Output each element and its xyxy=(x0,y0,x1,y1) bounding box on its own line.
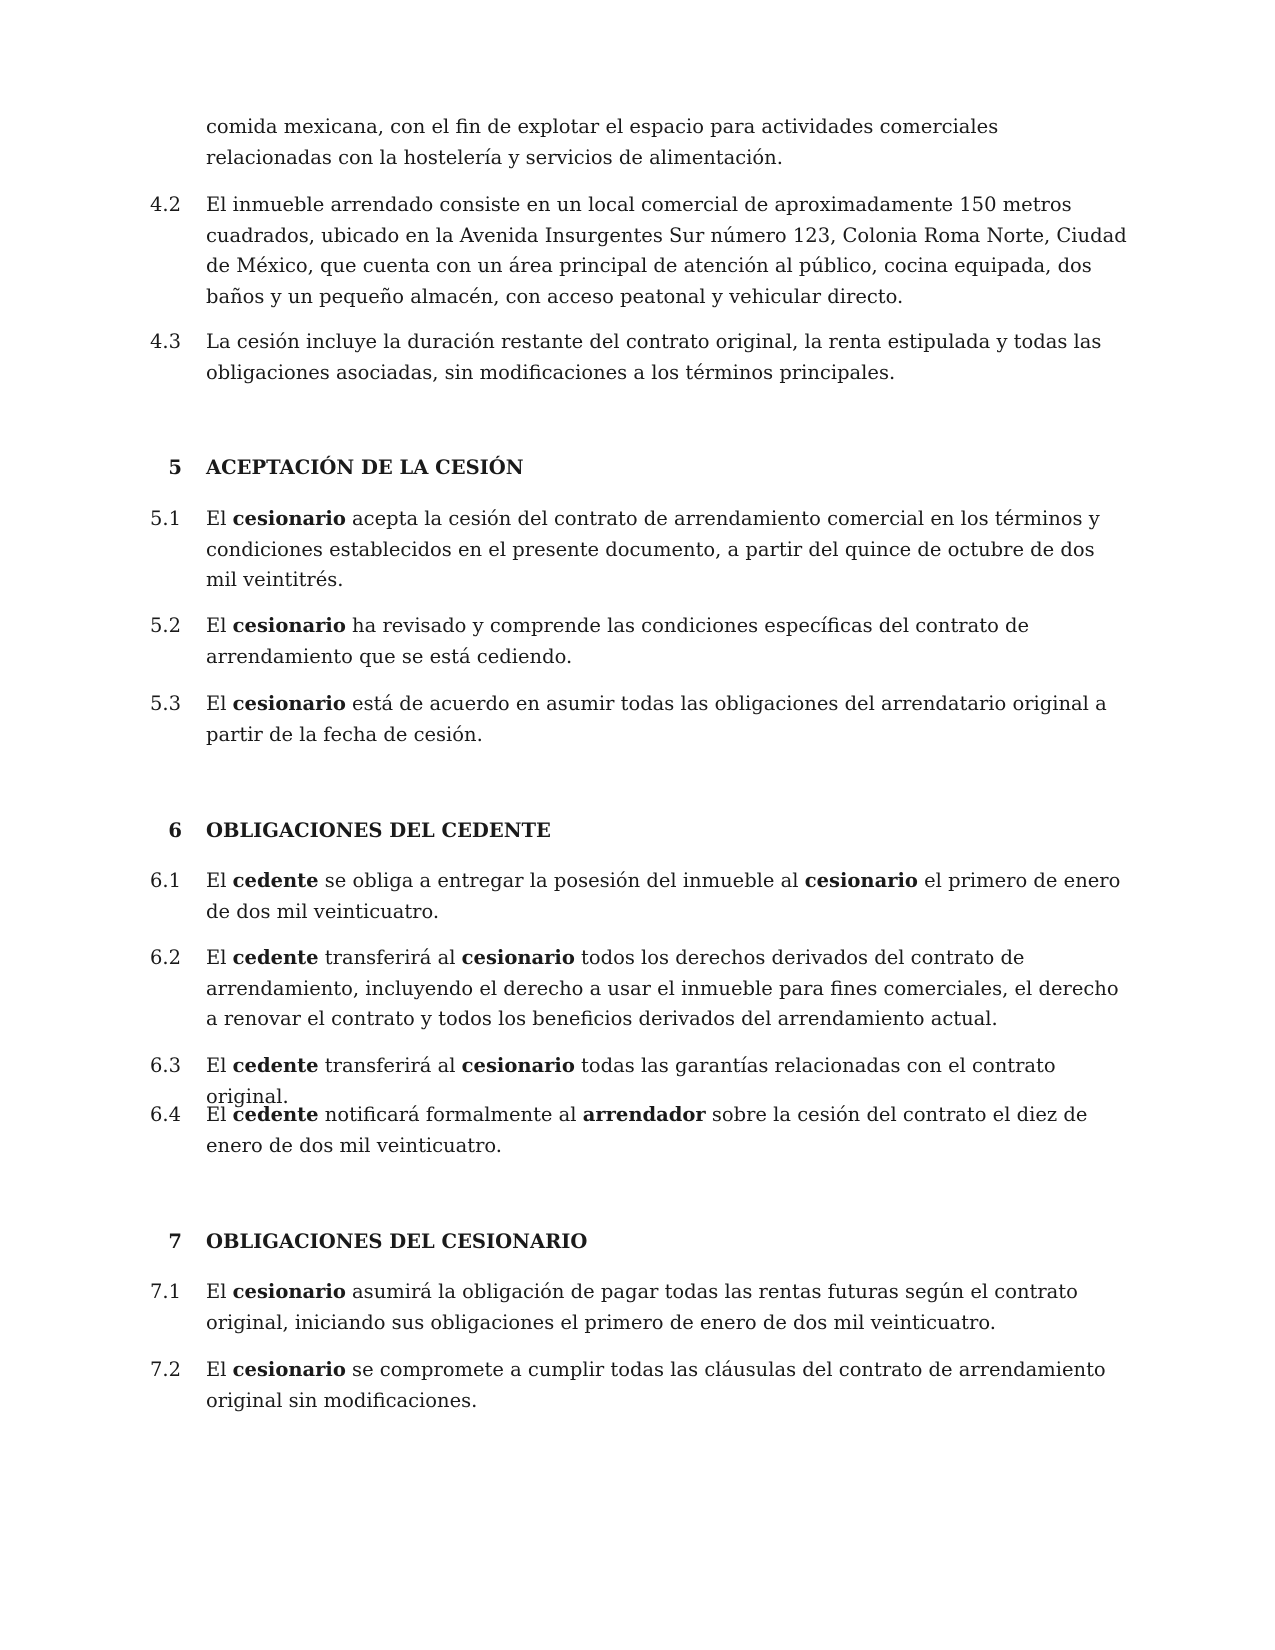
section-title: OBLIGACIONES DEL CESIONARIO xyxy=(206,1230,588,1253)
clause-5-2 xyxy=(150,611,1130,672)
clause-text: El cedente transferirá al cesionario todas las garantías relacionadas con el contrato original. xyxy=(206,1054,1056,1108)
clause-text: El cedente transferirá al cesionario todos los derechos derivados del contrato de arrendamiento, incluyendo el derecho a usar el inmueble para fines comerciales, el derecho a renovar el contrato y todos los beneficios derivados del arrendamiento actual. xyxy=(206,946,1119,1030)
clause-text: El cedente se obliga a entregar la posesión del inmueble al cesionario el primero de enero de dos mil veinticuatro. xyxy=(206,869,1121,923)
clause-6-4 xyxy=(150,1100,1130,1161)
clause-4-1-continuation xyxy=(206,112,1130,173)
clause-text: El cesionario ha revisado y comprende las condiciones específicas del contrato de arrendamiento que se está cediendo. xyxy=(206,614,1030,668)
clause-text: El cesionario se compromete a cumplir todas las cláusulas del contrato de arrendamiento original sin modificaciones. xyxy=(206,1358,1106,1412)
section-number: 7 xyxy=(168,1230,182,1253)
section-number: 5 xyxy=(168,456,182,479)
clause-number: 6.1 xyxy=(150,869,182,892)
clause-number: 7.2 xyxy=(150,1358,182,1381)
party-term: cedente xyxy=(232,946,319,969)
party-term: cedente xyxy=(232,1054,319,1077)
clause-text: El cesionario asumirá la obligación de pagar todas las rentas futuras según el contrato original, iniciando sus obligaciones el primero de enero de dos mil veinticuatro. xyxy=(206,1280,1078,1334)
party-term: cesionario xyxy=(804,869,918,892)
section-heading-6 xyxy=(150,816,1130,846)
party-term: cesionario xyxy=(232,1358,346,1381)
clause-5-1 xyxy=(150,504,1130,596)
clause-number: 5.3 xyxy=(150,692,182,715)
clause-number: 5.2 xyxy=(150,614,182,637)
clause-text: El cesionario está de acuerdo en asumir todas las obligaciones del arrendatario original a partir de la fecha de cesión. xyxy=(206,692,1107,746)
clause-number: 6.2 xyxy=(150,946,182,969)
clause-6-1 xyxy=(150,866,1130,927)
clause-7-2 xyxy=(150,1355,1130,1416)
clause-text: El inmueble arrendado consiste en un local comercial de aproximadamente 150 metros cuadrados, ubicado en la Avenida Insurgentes Sur número 123, Colonia Roma Norte, Ciudad de México, que cuenta con un área principal de atención al público, cocina equipada, dos baños y un pequeño almacén, con acceso peatonal y vehicular directo. xyxy=(206,193,1127,308)
clause-number: 4.3 xyxy=(150,330,182,353)
clause-text: La cesión incluye la duración restante del contrato original, la renta estipulada y todas las obligaciones asociadas, sin modificaciones a los términos principales. xyxy=(206,330,1102,384)
clause-7-1 xyxy=(150,1277,1130,1338)
clause-6-2 xyxy=(150,943,1130,1035)
party-term: cesionario xyxy=(232,692,346,715)
clause-text: El cedente notificará formalmente al arrendador sobre la cesión del contrato el diez de enero de dos mil veinticuatro. xyxy=(206,1103,1088,1157)
section-title: ACEPTACIÓN DE LA CESIÓN xyxy=(206,456,524,479)
section-heading-7 xyxy=(150,1227,1130,1257)
party-term: cesionario xyxy=(232,507,346,530)
party-term: cesionario xyxy=(232,1280,346,1303)
clause-number: 4.2 xyxy=(150,193,182,216)
clause-number: 5.1 xyxy=(150,507,182,530)
clause-number: 7.1 xyxy=(150,1280,182,1303)
party-term: cesionario xyxy=(461,946,575,969)
clause-text: El cesionario acepta la cesión del contrato de arrendamiento comercial en los términos y condiciones establecidos en el presente documento, a partir del quince de octubre de dos mil veintitrés. xyxy=(206,507,1100,591)
party-term: cedente xyxy=(232,869,319,892)
party-term: arrendador xyxy=(582,1103,706,1126)
party-term: cesionario xyxy=(461,1054,575,1077)
party-term: cedente xyxy=(232,1103,319,1126)
clause-number: 6.3 xyxy=(150,1054,182,1077)
party-term: cesionario xyxy=(232,614,346,637)
clause-number: 6.4 xyxy=(150,1103,182,1126)
section-heading-5 xyxy=(150,453,1130,483)
clause-4-2 xyxy=(150,190,1130,312)
section-title: OBLIGACIONES DEL CEDENTE xyxy=(206,819,551,842)
clause-4-3 xyxy=(150,327,1130,388)
clause-5-3 xyxy=(150,689,1130,750)
section-number: 6 xyxy=(168,819,182,842)
clause-text: comida mexicana, con el fin de explotar el espacio para actividades comerciales relacionadas con la hostelería y servicios de alimentación. xyxy=(206,115,999,169)
